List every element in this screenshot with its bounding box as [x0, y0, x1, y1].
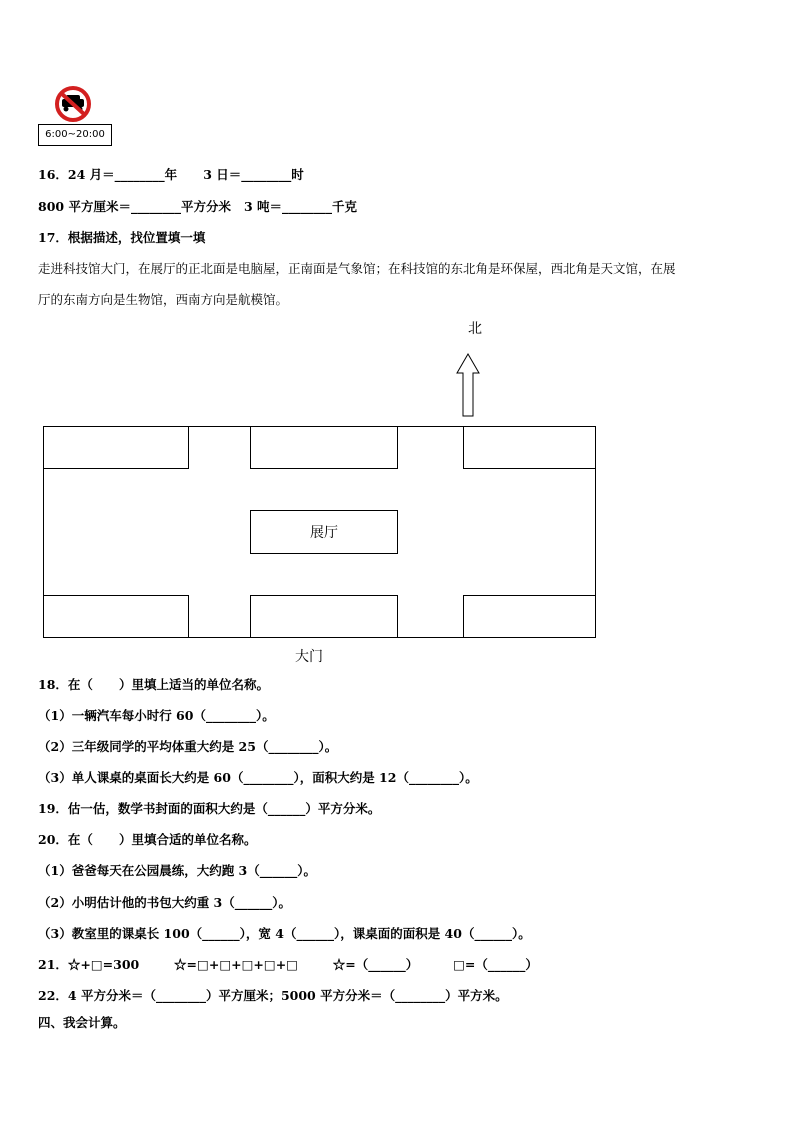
q20-title: 20．在（ ）里填合适的单位名称。 [38, 832, 257, 847]
q20-item-3: （3）教室里的课桌长 100（______），宽 4（______），课桌面的面积是 40（______）。 [38, 926, 531, 941]
exhibition-hall-label: 展厅 [310, 525, 338, 541]
exhibition-hall [250, 510, 398, 554]
q18-item-1: （1）一辆汽车每小时行 60（________）。 [38, 708, 275, 723]
north-label: 北 [468, 321, 482, 337]
no-vehicles-sign-icon [52, 86, 94, 122]
room-southeast [463, 595, 596, 638]
q20-item-1: （1）爸爸每天在公园晨练，大约跑 3（______）。 [38, 863, 316, 878]
room-southwest [43, 595, 189, 638]
q17-desc-line1: 走进科技馆大门，在展厅的正北面是电脑屋，正南面是气象馆；在科技馆的东北角是环保屋，西北角是天文馆，在展 [38, 261, 676, 276]
q22-text: 22．4 平方分米＝（________）平方厘米；5000 平方分米＝（________）平方米。 [38, 988, 508, 1003]
gate-label: 大门 [295, 649, 323, 665]
sign-time-label: 6:00~20:00 [38, 124, 112, 146]
q18-item-3: （3）单人课桌的桌面长大约是 60（________），面积大约是 12（________）。 [38, 770, 478, 785]
section-4-title: 四、我会计算。 [38, 1015, 126, 1030]
q19-text: 19．估一估，数学书封面的面积大约是（______）平方分米。 [38, 801, 381, 816]
q17-title: 17．根据描述，找位置填一填 [38, 230, 206, 245]
room-south [250, 595, 398, 638]
north-arrow-icon [456, 353, 480, 417]
q18-title: 18．在（ ）里填上适当的单位名称。 [38, 677, 270, 692]
q21-text: 21．☆+□=300 ☆=□+□+□+□+□ ☆=（______） □=（______） [38, 957, 538, 972]
q16-line2: 800 平方厘米＝________平方分米 3 吨＝________千克 [38, 199, 358, 214]
q17-desc-line2: 厅的东南方向是生物馆，西南方向是航模馆。 [38, 292, 289, 307]
room-northwest [43, 426, 189, 469]
room-northeast [463, 426, 596, 469]
q18-item-2: （2）三年级同学的平均体重大约是 25（________）。 [38, 739, 338, 754]
q16-line1: 16．24 月＝________年 3 日＝________时 [38, 167, 304, 182]
q20-item-2: （2）小明估计他的书包大约重 3（______）。 [38, 895, 291, 910]
room-north [250, 426, 398, 469]
